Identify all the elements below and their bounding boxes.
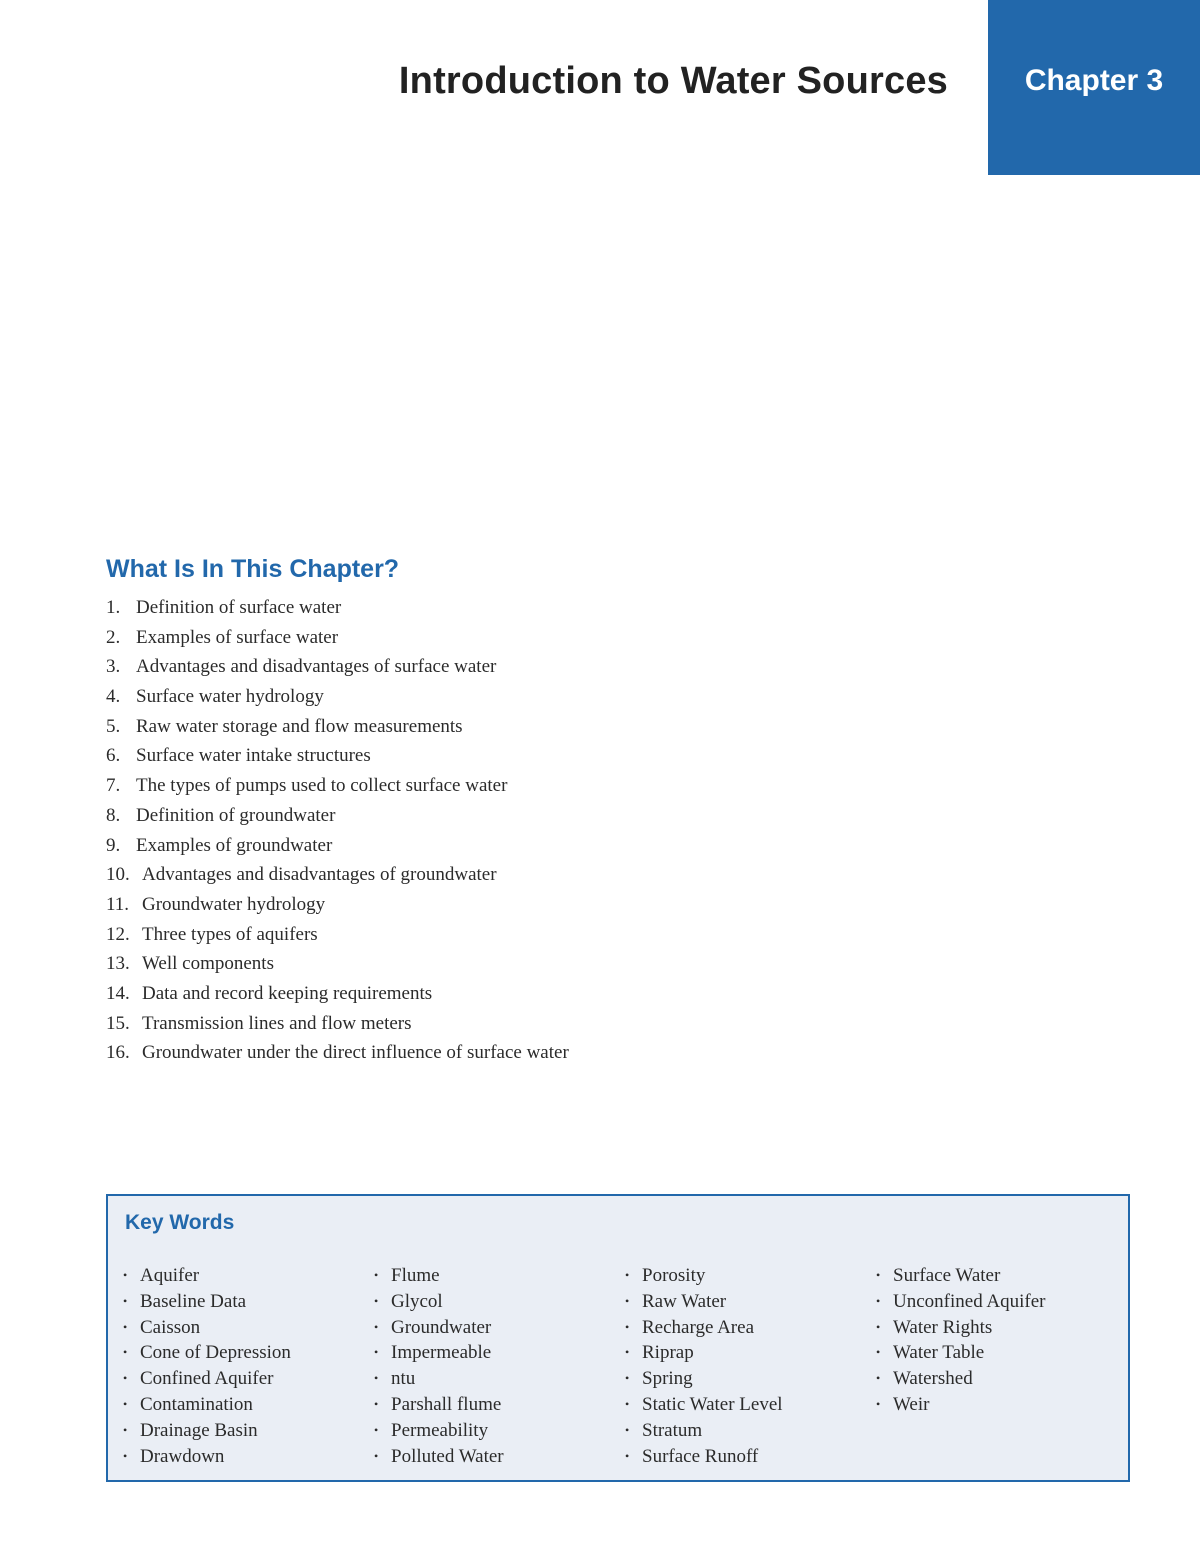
key-word-item (374, 1444, 504, 1470)
key-word-text: Water Rights (893, 1316, 993, 1338)
key-word-text: Water Table (893, 1342, 985, 1364)
key-word-text: Flume (391, 1265, 440, 1286)
key-word-item (876, 1366, 1045, 1392)
list-item (106, 802, 569, 832)
list-item-number: 3. (106, 656, 121, 678)
list-item (106, 980, 569, 1010)
list-item (106, 653, 569, 683)
bullet-icon: • (374, 1268, 379, 1282)
list-item-number: 16. (106, 1042, 130, 1064)
bullet-icon: • (374, 1319, 379, 1334)
key-word-item (625, 1392, 783, 1418)
key-word-item (625, 1315, 783, 1341)
bullet-icon: • (123, 1319, 128, 1334)
chapter-contents-heading: What Is In This Chapter? (106, 555, 400, 583)
bullet-icon: • (876, 1371, 881, 1386)
bullet-icon: • (625, 1293, 630, 1308)
key-words-column-1 (123, 1263, 291, 1469)
bullet-icon: • (876, 1396, 881, 1411)
list-item-text: Definition of surface water (136, 597, 342, 618)
list-item-text: Examples of surface water (136, 626, 339, 648)
bullet-icon: • (374, 1396, 379, 1411)
key-word-item (374, 1366, 504, 1392)
key-word-item (374, 1289, 504, 1315)
chapter-tab (988, 0, 1200, 175)
key-word-text: Unconfined Aquifer (893, 1290, 1046, 1312)
list-item (106, 921, 569, 951)
key-word-item (876, 1263, 1045, 1289)
key-word-item (625, 1418, 783, 1444)
key-words-title: Key Words (125, 1211, 235, 1234)
bullet-icon: • (123, 1396, 128, 1411)
key-word-item (374, 1315, 504, 1341)
key-word-item (123, 1392, 291, 1418)
bullet-icon: • (374, 1345, 379, 1360)
list-item-text: Groundwater under the direct influence of surface water (142, 1042, 569, 1064)
bullet-icon: • (876, 1293, 881, 1308)
key-word-item (374, 1392, 504, 1418)
bullet-icon: • (876, 1319, 881, 1334)
list-item-text: Data and record keeping requirements (142, 982, 433, 1004)
list-item-number: 12. (106, 923, 130, 945)
bullet-icon: • (625, 1396, 630, 1411)
key-word-item (123, 1444, 291, 1470)
key-word-text: Polluted Water (391, 1445, 504, 1467)
key-word-item (625, 1340, 783, 1366)
list-item-text: Transmission lines and flow meters (142, 1012, 412, 1034)
list-item-number: 7. (106, 775, 121, 797)
key-words-box (106, 1194, 1130, 1482)
list-item-text: Well components (142, 953, 274, 975)
key-word-text: Surface Water (893, 1265, 1001, 1286)
list-item (106, 950, 569, 980)
bullet-icon: • (123, 1422, 128, 1437)
key-words-column-3 (625, 1263, 783, 1469)
list-item-number: 10. (106, 864, 130, 886)
key-word-item (123, 1315, 291, 1341)
list-item (106, 1010, 569, 1040)
key-word-item (876, 1340, 1045, 1366)
bullet-icon: • (625, 1345, 630, 1360)
key-word-text: Porosity (642, 1265, 706, 1286)
key-word-text: Caisson (140, 1316, 201, 1338)
list-item (106, 594, 569, 624)
bullet-icon: • (123, 1345, 128, 1360)
key-word-text: Static Water Level (642, 1393, 783, 1415)
bullet-icon: • (123, 1448, 128, 1463)
list-item (106, 832, 569, 862)
key-word-text: Baseline Data (140, 1290, 247, 1312)
chapter-topics-list (106, 594, 569, 1069)
list-item-number: 9. (106, 834, 121, 856)
key-words-column-4 (876, 1263, 1045, 1418)
key-word-item (374, 1263, 504, 1289)
bullet-icon: • (625, 1319, 630, 1334)
list-item-number: 5. (106, 715, 121, 737)
key-word-text: Parshall flume (391, 1393, 502, 1415)
list-item (106, 772, 569, 802)
key-word-item (123, 1366, 291, 1392)
bullet-icon: • (625, 1448, 630, 1463)
key-word-item (876, 1315, 1045, 1341)
key-word-text: Contamination (140, 1393, 253, 1415)
list-item-text: Definition of groundwater (136, 804, 336, 826)
list-item-number: 6. (106, 745, 121, 767)
list-item-text: Groundwater hydrology (142, 893, 326, 915)
key-word-item (123, 1340, 291, 1366)
bullet-icon: • (625, 1422, 630, 1437)
list-item-number: 11. (106, 893, 130, 915)
list-item-number: 2. (106, 626, 121, 648)
list-item-text: The types of pumps used to collect surface water (136, 775, 508, 797)
key-word-text: Surface Runoff (642, 1445, 759, 1467)
key-word-text: Permeability (391, 1419, 489, 1441)
key-word-text: Aquifer (140, 1265, 200, 1286)
list-item-text: Examples of groundwater (136, 834, 333, 856)
key-word-item (625, 1263, 783, 1289)
key-word-item (625, 1444, 783, 1470)
list-item (106, 1039, 569, 1069)
key-word-item (123, 1263, 291, 1289)
key-word-text: Groundwater (391, 1316, 492, 1338)
list-item-number: 1. (106, 597, 121, 618)
key-word-text: Confined Aquifer (140, 1368, 274, 1390)
key-word-text: ntu (391, 1368, 416, 1390)
bullet-icon: • (625, 1268, 630, 1282)
list-item-text: Surface water intake structures (136, 745, 371, 767)
list-item (106, 861, 569, 891)
list-item-number: 8. (106, 804, 121, 826)
page-title: Introduction to Water Sources (398, 60, 948, 102)
list-item (106, 624, 569, 654)
key-word-text: Cone of Depression (140, 1342, 291, 1364)
bullet-icon: • (876, 1345, 881, 1360)
key-word-text: Watershed (893, 1368, 973, 1390)
list-item-number: 13. (106, 953, 130, 975)
key-word-text: Impermeable (391, 1342, 492, 1364)
bullet-icon: • (123, 1293, 128, 1308)
bullet-icon: • (374, 1371, 379, 1386)
key-word-text: Spring (642, 1368, 693, 1390)
bullet-icon: • (374, 1448, 379, 1463)
key-word-item (374, 1418, 504, 1444)
key-word-item (123, 1289, 291, 1315)
key-word-text: Raw Water (642, 1290, 727, 1312)
key-word-item (876, 1289, 1045, 1315)
key-word-item (876, 1392, 1045, 1418)
list-item-text: Advantages and disadvantages of groundwater (142, 864, 497, 886)
key-word-text: Riprap (642, 1342, 694, 1364)
key-word-item (123, 1418, 291, 1444)
key-word-text: Drainage Basin (140, 1419, 258, 1441)
list-item-number: 15. (106, 1012, 130, 1034)
list-item-text: Advantages and disadvantages of surface water (136, 656, 497, 678)
list-item (106, 683, 569, 713)
list-item (106, 713, 569, 743)
list-item-text: Three types of aquifers (142, 923, 318, 945)
list-item-number: 4. (106, 686, 121, 708)
bullet-icon: • (876, 1268, 881, 1282)
key-word-text: Weir (893, 1393, 930, 1415)
list-item-number: 14. (106, 982, 130, 1004)
key-word-item (625, 1289, 783, 1315)
bullet-icon: • (123, 1268, 128, 1282)
list-item-text: Surface water hydrology (136, 686, 324, 708)
list-item-text: Raw water storage and flow measurements (136, 715, 463, 737)
bullet-icon: • (374, 1293, 379, 1308)
key-word-text: Recharge Area (642, 1316, 755, 1338)
bullet-icon: • (625, 1371, 630, 1386)
chapter-label: Chapter 3 (1024, 64, 1164, 97)
key-word-text: Drawdown (140, 1445, 225, 1467)
list-item (106, 742, 569, 772)
key-word-text: Stratum (642, 1419, 703, 1441)
list-item (106, 891, 569, 921)
bullet-icon: • (374, 1422, 379, 1437)
bullet-icon: • (123, 1371, 128, 1386)
key-word-text: Glycol (391, 1290, 443, 1312)
key-word-item (625, 1366, 783, 1392)
key-word-item (374, 1340, 504, 1366)
key-words-column-2 (374, 1263, 504, 1469)
